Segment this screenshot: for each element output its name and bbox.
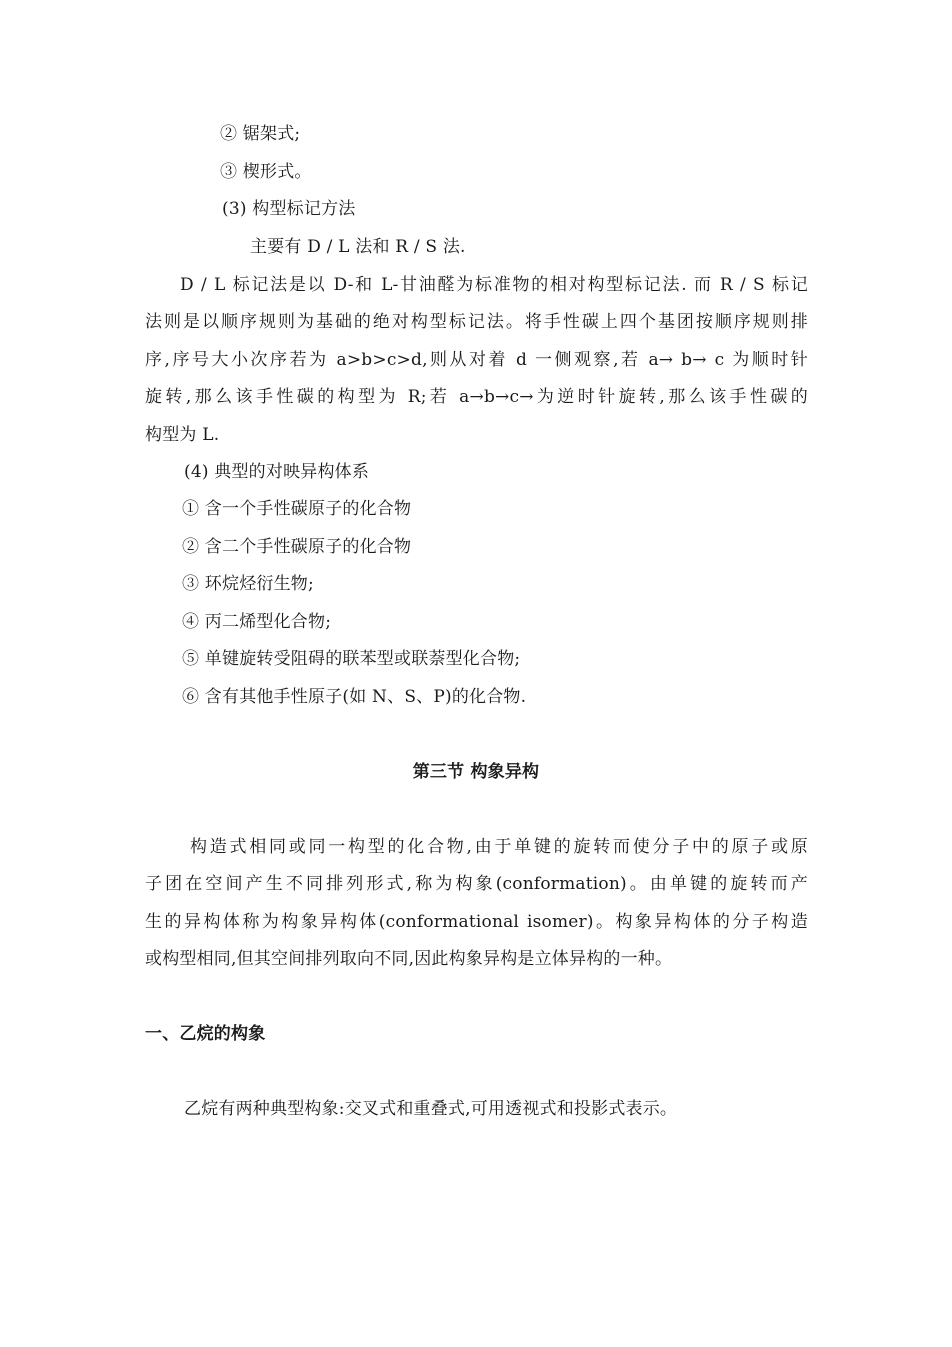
subsection-title: 一、乙烷的构象 bbox=[145, 1024, 266, 1044]
paragraph-line: 序,序号大小次序若为 a>b>c>d,则从对着 d 一侧观察,若 a→ b→ c 为顺时针 bbox=[145, 350, 808, 370]
paragraph-line: 旋转,那么该手性碳的构型为 R;若 a→b→c→为逆时针旋转,那么该手性碳的 bbox=[145, 387, 808, 407]
notation-methods-text: 主要有 D / L 法和 R / S 法. bbox=[250, 237, 466, 257]
section-title: 第三节 构象异构 bbox=[412, 762, 540, 782]
list-item: ③ 环烷烃衍生物; bbox=[182, 574, 314, 594]
list-item: ⑥ 含有其他手性原子(如 N、S、P)的化合物. bbox=[182, 687, 527, 707]
paragraph-line: 生的异构体称为构象异构体(conformational isomer)。构象异构体的分子构造 bbox=[145, 912, 808, 932]
paragraph-line: 或构型相同,但其空间排列取向不同,因此构象异构是立体异构的一种。 bbox=[145, 949, 673, 969]
list-item: ④ 丙二烯型化合物; bbox=[182, 612, 332, 632]
list-item-wedge: ③ 楔形式。 bbox=[220, 162, 312, 182]
paragraph-line: D / L 标记法是以 D-和 L-甘油醛为标准物的相对构型标记法. 而 R / S 标记 bbox=[180, 275, 808, 295]
subheading-configuration-notation: (3) 构型标记方法 bbox=[222, 199, 356, 219]
paragraph-line: 法则是以顺序规则为基础的绝对构型标记法。将手性碳上四个基团按顺序规则排 bbox=[145, 312, 808, 332]
paragraph-line: 乙烷有两种典型构象:交叉式和重叠式,可用透视式和投影式表示。 bbox=[184, 1099, 678, 1119]
list-item: ① 含一个手性碳原子的化合物 bbox=[182, 499, 412, 519]
list-item: ⑤ 单键旋转受阻碍的联苯型或联萘型化合物; bbox=[182, 649, 521, 669]
paragraph-line: 子团在空间产生不同排列形式,称为构象(conformation)。由单键的旋转而产 bbox=[145, 874, 808, 894]
list-item-sawhorse: ② 锯架式; bbox=[220, 124, 301, 144]
paragraph-line: 构造式相同或同一构型的化合物,由于单键的旋转而使分子中的原子或原 bbox=[190, 837, 808, 857]
list-item: ② 含二个手性碳原子的化合物 bbox=[182, 537, 412, 557]
subheading-enantiomer-systems: (4) 典型的对映异构体系 bbox=[184, 462, 370, 482]
paragraph-line: 构型为 L. bbox=[145, 425, 220, 445]
